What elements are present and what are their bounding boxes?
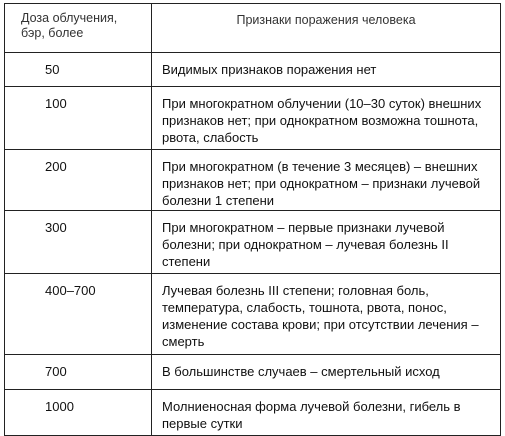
desc-text: При многократном облучении (10–30 суток) внешних признаков нет; при однократном возможна тошнота, рвота, слабость — [162, 96, 482, 145]
table-row — [5, 87, 501, 150]
dose-cell — [5, 53, 152, 87]
table-row — [5, 390, 501, 436]
header-signs-label: Признаки поражения человека — [236, 13, 416, 27]
dose-cell — [5, 211, 152, 274]
dose-cell — [5, 355, 152, 390]
table-row — [5, 53, 501, 87]
desc-cell — [152, 53, 501, 87]
dose-value: 300 — [45, 220, 67, 235]
header-dose-line2: бэр, более — [21, 26, 84, 40]
table-row — [5, 274, 501, 355]
desc-cell — [152, 150, 501, 211]
dose-cell — [5, 150, 152, 211]
desc-text: Лучевая болезнь III степени; головная боль, температура, слабость, тошнота, рвота, понос, изменение состава крови; при отсутствии лечения – смерть — [162, 283, 479, 349]
dose-value: 200 — [45, 159, 67, 174]
desc-cell — [152, 355, 501, 390]
desc-text: При многократном – первые признаки лучевой болезни; при однократном – лучевая болезнь II степени — [162, 220, 449, 269]
table-row — [5, 211, 501, 274]
dose-value: 700 — [45, 364, 67, 379]
desc-cell — [152, 390, 501, 436]
table-row — [5, 355, 501, 390]
desc-cell — [152, 211, 501, 274]
desc-text: Видимых признаков поражения нет — [162, 62, 377, 77]
table-row — [5, 150, 501, 211]
dose-value: 50 — [45, 62, 60, 77]
header-dose-line1: Доза облучения, — [21, 11, 118, 25]
dose-value: 1000 — [45, 399, 74, 414]
dose-value: 100 — [45, 96, 67, 111]
table-header-row — [5, 4, 501, 53]
dose-cell — [5, 87, 152, 150]
desc-cell — [152, 87, 501, 150]
header-dose — [5, 4, 152, 53]
radiation-dose-table — [4, 3, 501, 436]
desc-cell — [152, 274, 501, 355]
dose-value: 400–700 — [45, 283, 96, 298]
desc-text: При многократном (в течение 3 месяцев) – внешних признаков нет; при однократном – признаки лучевой болезни 1 степени — [162, 159, 481, 208]
dose-cell — [5, 274, 152, 355]
header-signs — [152, 4, 501, 53]
dose-cell — [5, 390, 152, 436]
desc-text: Молниеносная форма лучевой болезни, гибель в первые сутки — [162, 399, 461, 431]
desc-text: В большинстве случаев – смертельный исход — [162, 364, 440, 379]
